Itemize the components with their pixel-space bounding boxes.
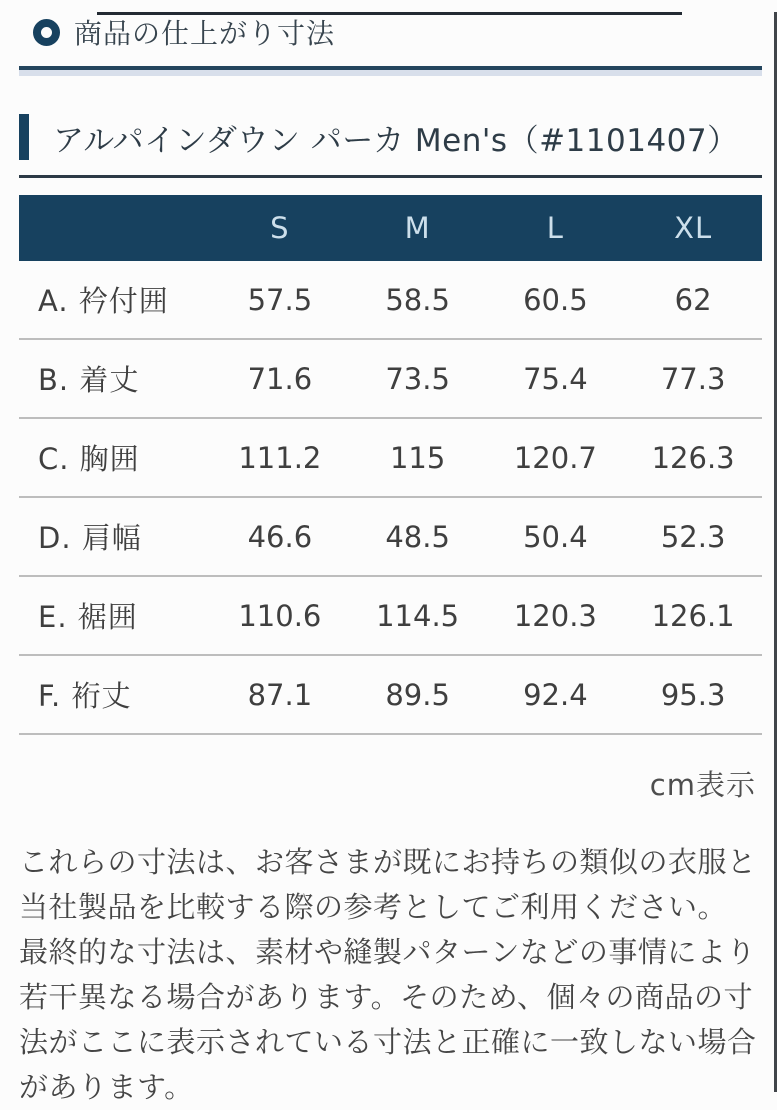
cell-value: 60.5 [487, 261, 625, 339]
product-title-underline [19, 175, 762, 178]
row-label: B. 着丈 [19, 339, 211, 418]
section-divider [19, 66, 762, 76]
size-chart-table [19, 195, 762, 735]
ring-bullet-icon [33, 19, 60, 46]
disclaimer-paragraph-2: 最終的な寸法は、素材や縫製パターンなどの事情により若干異なる場合があります。そのため、個々の商品の寸法がここに表示されている寸法と正確に一致しない場合があります。 [19, 935, 757, 1104]
cell-value: 46.6 [211, 497, 349, 576]
cell-value: 75.4 [487, 339, 625, 418]
table-row [19, 655, 762, 734]
cropped-rule-above [97, 12, 682, 15]
unit-note: cm表示 [649, 768, 756, 802]
cell-value: 95.3 [624, 655, 762, 734]
cell-value: 87.1 [211, 655, 349, 734]
row-label: F. 裄丈 [19, 655, 211, 734]
measurement-disclaimer [19, 840, 766, 1110]
title-accent-bar [19, 114, 29, 160]
row-label: C. 胸囲 [19, 418, 211, 497]
row-label: E. 裾囲 [19, 576, 211, 655]
cell-value: 57.5 [211, 261, 349, 339]
size-header-s: S [211, 195, 349, 261]
size-header-row [19, 195, 762, 261]
size-header-l: L [487, 195, 625, 261]
cell-value: 89.5 [349, 655, 487, 734]
product-title-row [19, 114, 777, 160]
table-row [19, 261, 762, 339]
table-row [19, 497, 762, 576]
cell-value: 111.2 [211, 418, 349, 497]
cell-value: 114.5 [349, 576, 487, 655]
cell-value: 110.6 [211, 576, 349, 655]
cell-value: 77.3 [624, 339, 762, 418]
table-row [19, 576, 762, 655]
cell-value: 48.5 [349, 497, 487, 576]
disclaimer-paragraph-1: これらの寸法は、お客さまが既にお持ちの類似の衣服と当社製品を比較する際の参考としてご利用ください。 [19, 845, 757, 924]
row-label: D. 肩幅 [19, 497, 211, 576]
cell-value: 71.6 [211, 339, 349, 418]
cell-value: 58.5 [349, 261, 487, 339]
table-row [19, 339, 762, 418]
size-header-corner-cell [19, 195, 211, 261]
section-title: 商品の仕上がり寸法 [74, 17, 336, 50]
cell-value: 126.1 [624, 576, 762, 655]
cell-value: 115 [349, 418, 487, 497]
table-row [19, 418, 762, 497]
cell-value: 120.7 [487, 418, 625, 497]
cell-value: 52.3 [624, 497, 762, 576]
cell-value: 92.4 [487, 655, 625, 734]
cell-value: 73.5 [349, 339, 487, 418]
row-label: A. 衿付囲 [19, 261, 211, 339]
section-divider-light-line [19, 70, 762, 76]
cell-value: 62 [624, 261, 762, 339]
size-header-m: M [349, 195, 487, 261]
section-header [33, 12, 777, 52]
cell-value: 120.3 [487, 576, 625, 655]
cell-value: 50.4 [487, 497, 625, 576]
cell-value: 126.3 [624, 418, 762, 497]
product-title: アルパインダウン パーカ Men's（#1101407） [53, 122, 739, 159]
size-header-xl: XL [624, 195, 762, 261]
